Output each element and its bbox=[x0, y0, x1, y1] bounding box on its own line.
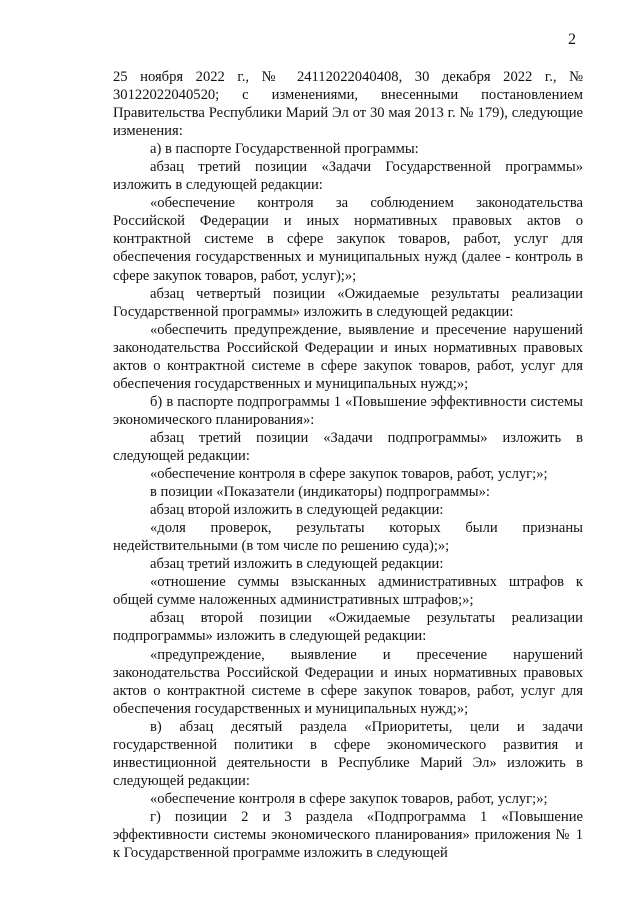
paragraph: абзац второй изложить в следующей редакции: bbox=[150, 502, 444, 519]
quoted-paragraph: «обеспечение контроля за соблюдением законодательства Российской Федерации и иных нормативных правовых актов о контрактной системе в сфере закупок товаров, работ, услуг для обеспечения государственных и муниципальных нужд (далее - контроль в сфере закупок товаров, работ, услуг);»; bbox=[113, 195, 583, 284]
paragraph: абзац четвертый позиции «Ожидаемые результаты реализации Государственной программы» изложить в следующей редакции: bbox=[113, 285, 583, 320]
paragraph: абзац второй позиции «Ожидаемые результаты реализации подпрограммы» изложить в следующей редакции: bbox=[113, 610, 583, 645]
paragraph: абзац третий изложить в следующей редакции: bbox=[150, 556, 444, 573]
quoted-paragraph: «обеспечение контроля в сфере закупок товаров, работ, услуг;»; bbox=[150, 790, 548, 807]
quoted-paragraph: «обеспечение контроля в сфере закупок товаров, работ, услуг;»; bbox=[150, 466, 548, 483]
paragraph-item-g: г) позиции 2 и 3 раздела «Подпрограмма 1 «Повышение эффективности системы экономического планирования» приложения № 1 к Государственной программе изложить в следующей bbox=[113, 808, 583, 862]
paragraph-item-b: б) в паспорте подпрограммы 1 «Повышение эффективности системы экономического планирования»: bbox=[113, 393, 583, 428]
page-number: 2 bbox=[568, 31, 576, 48]
paragraph: абзац третий позиции «Задачи Государственной программы» изложить в следующей редакции: bbox=[113, 159, 583, 194]
paragraph-item-v: в) абзац десятый раздела «Приоритеты, цели и задачи государственной политики в сфере экономического развития и инвестиционной деятельности в Республике Марий Эл» изложить в следующей редакции: bbox=[113, 718, 583, 789]
quoted-paragraph: «предупреждение, выявление и пресечение нарушений законодательства Российской Федерации и иных нормативных правовых актов о контрактной системе в сфере закупок товаров, работ, услуг для обеспечения государственных и муниципальных нужд;»; bbox=[113, 646, 583, 717]
paragraph-item-a: а) в паспорте Государственной программы: bbox=[150, 141, 419, 158]
document-body bbox=[113, 68, 583, 862]
paragraph-continuation: 25 ноября 2022 г., № 24112022040408, 30 декабря 2022 г., № 30122022040520; с изменениями, внесенными постановлением Правительства Республики Марий Эл от 30 мая 2013 г. № 179), следующие изменения: bbox=[113, 69, 583, 140]
paragraph: абзац третий позиции «Задачи подпрограммы» изложить в следующей редакции: bbox=[113, 429, 583, 464]
paragraph: в позиции «Показатели (индикаторы) подпрограммы»: bbox=[150, 484, 490, 501]
quoted-paragraph: «доля проверок, результаты которых были признаны недействительными (в том числе по решению суда);»; bbox=[113, 520, 583, 555]
quoted-paragraph: «обеспечить предупреждение, выявление и пресечение нарушений законодательства Российской Федерации и иных нормативных правовых актов о контрактной системе в сфере закупок товаров, работ, услуг для обеспечения государственных и муниципальных нужд;»; bbox=[113, 321, 583, 392]
quoted-paragraph: «отношение суммы взысканных административных штрафов к общей сумме наложенных административных штрафов;»; bbox=[113, 574, 583, 609]
